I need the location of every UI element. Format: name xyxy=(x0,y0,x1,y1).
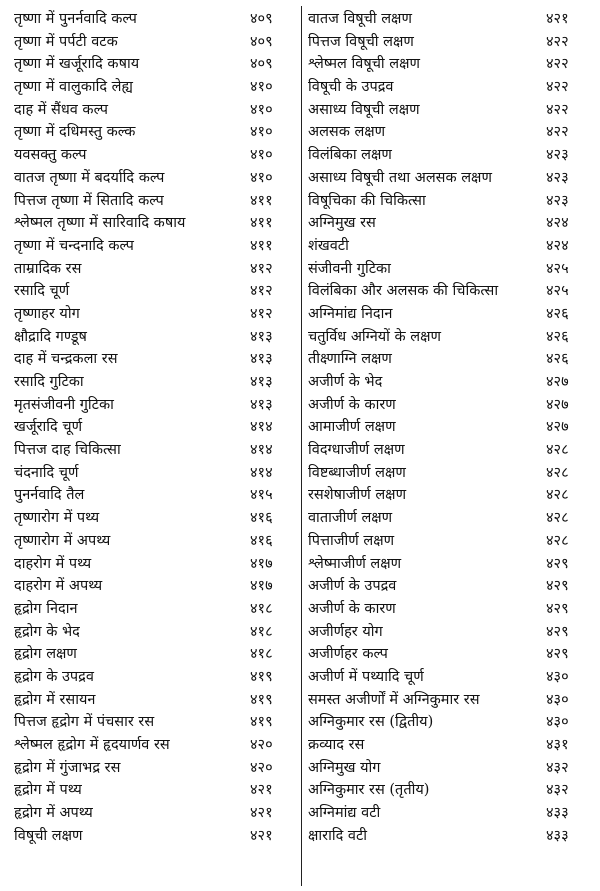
entry-page-number: ४१८ xyxy=(250,646,273,663)
index-entry xyxy=(308,53,590,76)
index-entry xyxy=(308,802,590,825)
index-entry xyxy=(308,621,590,644)
entry-title: अजीर्ण के भेद xyxy=(308,374,383,390)
entry-title: अग्निमांद्य वटी xyxy=(308,805,381,822)
index-entry xyxy=(308,99,590,122)
index-entry xyxy=(14,575,298,598)
index-entry xyxy=(308,530,590,553)
entry-title: क्षौद्रादि गण्डूष xyxy=(14,328,87,345)
index-entry xyxy=(308,371,590,394)
entry-title: आमाजीर्ण लक्षण xyxy=(308,419,396,436)
entry-page-number: ४२१ xyxy=(546,11,569,27)
entry-page-number: ४१० xyxy=(250,101,273,118)
entry-page-number: ४१८ xyxy=(250,623,273,640)
entry-page-number: ४१६ xyxy=(250,510,273,527)
entry-page-number: ४२८ xyxy=(546,510,569,527)
entry-page-number: ४२५ xyxy=(546,283,569,300)
index-entry xyxy=(308,235,590,258)
entry-page-number: ४२३ xyxy=(546,192,569,209)
entry-title: चतुर्विध अग्नियों के लक्षण xyxy=(308,328,442,345)
entry-title: तीक्ष्णाग्नि लक्षण xyxy=(308,351,392,368)
entry-title: असाध्य विषूची लक्षण xyxy=(308,101,420,118)
index-entry xyxy=(308,167,590,190)
entry-page-number: ४१६ xyxy=(250,532,273,549)
entry-title: विष्टब्धाजीर्ण लक्षण xyxy=(308,464,406,481)
entry-title: समस्त अजीर्णों में अग्निकुमार रस xyxy=(308,691,480,708)
entry-title: क्रव्याद रस xyxy=(308,737,365,753)
entry-title: अग्निमांद्य निदान xyxy=(308,305,393,322)
entry-title: अग्निकुमार रस (द्वितीय) xyxy=(308,714,434,731)
index-entry xyxy=(308,553,590,576)
entry-page-number: ४२२ xyxy=(546,79,569,96)
entry-page-number: ४१७ xyxy=(250,578,273,595)
entry-page-number: ४०९ xyxy=(250,11,273,27)
entry-title: अजीर्ण के उपद्रव xyxy=(308,578,397,595)
entry-title: हृद्रोग निदान xyxy=(14,600,78,617)
index-entry xyxy=(308,8,590,31)
entry-page-number: ४२७ xyxy=(546,419,569,436)
entry-page-number: ४१९ xyxy=(250,691,273,708)
index-entry xyxy=(14,371,298,394)
entry-title: तृष्णा में पुनर्नवादि कल्प xyxy=(14,11,137,27)
entry-title: तृष्णा में दधिमस्तु कल्क xyxy=(14,124,136,141)
index-entry xyxy=(14,121,298,144)
entry-title: चंदनादि चूर्ण xyxy=(14,464,79,481)
entry-page-number: ४१३ xyxy=(250,351,273,368)
entry-page-number: ४२२ xyxy=(546,33,569,50)
entry-title: दाहरोग में अपथ्य xyxy=(14,578,103,595)
entry-title: असाध्य विषूची तथा अलसक लक्षण xyxy=(308,169,492,186)
entry-title: तृष्णा में पर्पटी वटक xyxy=(14,33,118,50)
index-entry xyxy=(14,734,298,757)
index-entry xyxy=(14,530,298,553)
index-entry xyxy=(308,280,590,303)
index-entry xyxy=(14,303,298,326)
index-entry xyxy=(14,258,298,281)
entry-page-number: ४२७ xyxy=(546,374,569,390)
index-entry xyxy=(14,462,298,485)
index-entry xyxy=(14,99,298,122)
entry-title: शंखवटी xyxy=(308,237,349,254)
entry-page-number: ४१७ xyxy=(250,555,273,572)
entry-page-number: ४१९ xyxy=(250,714,273,731)
index-entry xyxy=(14,484,298,507)
index-entry xyxy=(14,507,298,530)
entry-title: क्षारादि वटी xyxy=(308,827,368,844)
entry-page-number: ४११ xyxy=(250,215,273,232)
entry-page-number: ४२४ xyxy=(546,215,569,232)
entry-page-number: ४०९ xyxy=(250,33,273,50)
entry-page-number: ४३२ xyxy=(546,759,569,776)
index-entry xyxy=(14,235,298,258)
entry-title: हृद्रोग में पथ्य xyxy=(14,782,82,799)
entry-title: तृष्णाहर योग xyxy=(14,305,80,322)
entry-page-number: ४२५ xyxy=(546,260,569,277)
index-entry xyxy=(14,212,298,235)
entry-page-number: ४२४ xyxy=(546,237,569,254)
entry-title: दाहरोग में पथ्य xyxy=(14,555,92,572)
entry-page-number: ४२२ xyxy=(546,101,569,118)
entry-title: वाताजीर्ण लक्षण xyxy=(308,510,393,527)
entry-title: तृष्णा में खर्जूरादि कषाय xyxy=(14,56,140,73)
entry-title: विषूची लक्षण xyxy=(14,827,83,844)
entry-title: पित्ताजीर्ण लक्षण xyxy=(308,532,395,549)
index-entry xyxy=(308,507,590,530)
entry-title: वातज तृष्णा में बदर्यादि कल्प xyxy=(14,169,165,186)
index-entry xyxy=(308,598,590,621)
index-entry xyxy=(308,258,590,281)
index-entry xyxy=(308,76,590,99)
index-entry xyxy=(308,462,590,485)
entry-page-number: ४३० xyxy=(546,691,569,708)
column-divider xyxy=(301,6,302,886)
entry-page-number: ४१३ xyxy=(250,374,273,390)
entry-page-number: ४१० xyxy=(250,169,273,186)
entry-title: अजीर्ण के कारण xyxy=(308,600,396,617)
index-entry xyxy=(14,167,298,190)
entry-page-number: ४२६ xyxy=(546,328,569,345)
index-entry xyxy=(308,144,590,167)
entry-page-number: ४११ xyxy=(250,192,273,209)
entry-page-number: ४२१ xyxy=(250,782,273,799)
entry-page-number: ४०९ xyxy=(250,56,273,73)
index-entry xyxy=(308,689,590,712)
index-entry xyxy=(14,416,298,439)
index-entry xyxy=(14,598,298,621)
entry-page-number: ४१२ xyxy=(250,283,273,300)
entry-title: मृतसंजीवनी गुटिका xyxy=(14,396,114,413)
index-entry xyxy=(308,734,590,757)
entry-page-number: ४१४ xyxy=(250,442,273,459)
index-entry xyxy=(14,76,298,99)
index-entry xyxy=(308,212,590,235)
index-entry xyxy=(14,621,298,644)
entry-title: यवसक्तु कल्प xyxy=(14,147,87,164)
index-entry xyxy=(14,326,298,349)
entry-title: तृष्णा में चन्दनादि कल्प xyxy=(14,237,134,254)
entry-title: ताम्रादिक रस xyxy=(14,260,82,277)
entry-page-number: ४१२ xyxy=(250,305,273,322)
index-entry xyxy=(308,348,590,371)
entry-page-number: ४११ xyxy=(250,237,273,254)
entry-page-number: ४२० xyxy=(250,737,273,753)
entry-page-number: ४३१ xyxy=(546,737,569,753)
entry-title: पित्तज दाह चिकित्सा xyxy=(14,442,121,459)
index-entry xyxy=(308,779,590,802)
index-entry xyxy=(14,31,298,54)
entry-page-number: ४३० xyxy=(546,714,569,731)
index-entry xyxy=(308,303,590,326)
entry-title: हृद्रोग में गुंजाभद्र रस xyxy=(14,759,121,776)
entry-page-number: ४३० xyxy=(546,668,569,685)
entry-title: पित्तज हृद्रोग में पंचसार रस xyxy=(14,714,155,731)
entry-page-number: ४२० xyxy=(250,759,273,776)
entry-title: पुनर्नवादि तैल xyxy=(14,487,85,504)
entry-page-number: ४२२ xyxy=(546,124,569,141)
index-entry xyxy=(308,190,590,213)
index-entry xyxy=(308,439,590,462)
entry-page-number: ४२९ xyxy=(546,623,569,640)
entry-title: विषूचिका की चिकित्सा xyxy=(308,192,426,209)
entry-title: अलसक लक्षण xyxy=(308,124,386,141)
entry-page-number: ४१५ xyxy=(250,487,273,504)
index-column-left xyxy=(14,8,298,847)
entry-page-number: ४२३ xyxy=(546,147,569,164)
index-entry xyxy=(308,484,590,507)
entry-page-number: ४२३ xyxy=(546,169,569,186)
index-entry xyxy=(14,825,298,848)
index-entry xyxy=(308,326,590,349)
index-entry xyxy=(14,711,298,734)
entry-title: रसादि गुटिका xyxy=(14,374,84,390)
entry-page-number: ४२८ xyxy=(546,487,569,504)
entry-title: हृद्रोग के भेद xyxy=(14,623,80,640)
entry-title: तृष्णारोग में पथ्य xyxy=(14,510,100,527)
entry-title: अग्निमुख योग xyxy=(308,759,381,776)
entry-page-number: ४२९ xyxy=(546,600,569,617)
entry-page-number: ४१२ xyxy=(250,260,273,277)
index-entry xyxy=(14,280,298,303)
index-entry xyxy=(14,779,298,802)
entry-page-number: ४३२ xyxy=(546,782,569,799)
entry-title: रसादि चूर्ण xyxy=(14,283,70,300)
entry-page-number: ४२७ xyxy=(546,396,569,413)
entry-page-number: ४१० xyxy=(250,147,273,164)
index-entry xyxy=(308,825,590,848)
entry-page-number: ४३३ xyxy=(546,827,569,844)
entry-title: हृद्रोग लक्षण xyxy=(14,646,77,663)
entry-title: संजीवनी गुटिका xyxy=(308,260,391,277)
entry-page-number: ४२१ xyxy=(250,827,273,844)
entry-page-number: ४१० xyxy=(250,79,273,96)
index-entry xyxy=(14,802,298,825)
index-entry xyxy=(14,643,298,666)
index-entry xyxy=(308,416,590,439)
entry-title: पित्तज तृष्णा में सितादि कल्प xyxy=(14,192,164,209)
entry-title: अग्निमुख रस xyxy=(308,215,376,232)
entry-page-number: ४१४ xyxy=(250,419,273,436)
entry-title: अजीर्ण में पथ्यादि चूर्ण xyxy=(308,668,424,685)
entry-title: अजीर्ण के कारण xyxy=(308,396,396,413)
entry-title: वातज विषूची लक्षण xyxy=(308,11,412,27)
entry-title: श्लेष्मल तृष्णा में सारिवादि कषाय xyxy=(14,215,186,232)
entry-title: विदग्धाजीर्ण लक्षण xyxy=(308,442,405,459)
entry-title: विषूची के उपद्रव xyxy=(308,79,394,96)
entry-page-number: ४१३ xyxy=(250,328,273,345)
entry-page-number: ४१३ xyxy=(250,396,273,413)
entry-page-number: ४३३ xyxy=(546,805,569,822)
entry-page-number: ४२८ xyxy=(546,464,569,481)
entry-page-number: ४१४ xyxy=(250,464,273,481)
entry-page-number: ४२६ xyxy=(546,305,569,322)
entry-title: रसशेषाजीर्ण लक्षण xyxy=(308,487,407,504)
entry-title: विलंबिका लक्षण xyxy=(308,147,392,164)
entry-title: तृष्णारोग में अपथ्य xyxy=(14,532,111,549)
index-entry xyxy=(308,757,590,780)
index-entry xyxy=(14,190,298,213)
entry-title: अग्निकुमार रस (तृतीय) xyxy=(308,782,430,799)
entry-title: हृद्रोग में रसायन xyxy=(14,691,96,708)
entry-title: दाह में सैंधव कल्प xyxy=(14,101,109,118)
entry-page-number: ४१० xyxy=(250,124,273,141)
index-entry xyxy=(308,575,590,598)
index-entry xyxy=(14,553,298,576)
entry-page-number: ४२२ xyxy=(546,56,569,73)
index-entry xyxy=(14,394,298,417)
index-entry xyxy=(308,711,590,734)
index-entry xyxy=(14,757,298,780)
index-entry xyxy=(14,689,298,712)
entry-title: विलंबिका और अलसक की चिकित्सा xyxy=(308,283,499,300)
index-entry xyxy=(308,643,590,666)
entry-page-number: ४१९ xyxy=(250,668,273,685)
entry-title: श्लेष्माजीर्ण लक्षण xyxy=(308,555,402,572)
index-entry xyxy=(308,31,590,54)
entry-title: श्लेष्मल हृद्रोग में हृदयार्णव रस xyxy=(14,737,170,753)
entry-page-number: ४२९ xyxy=(546,555,569,572)
entry-page-number: ४२९ xyxy=(546,578,569,595)
index-entry xyxy=(14,439,298,462)
index-entry xyxy=(308,394,590,417)
index-entry xyxy=(14,53,298,76)
index-entry xyxy=(14,348,298,371)
entry-title: अजीर्णहर कल्प xyxy=(308,646,388,663)
entry-title: पित्तज विषूची लक्षण xyxy=(308,33,414,50)
entry-title: दाह में चन्द्रकला रस xyxy=(14,351,118,368)
entry-page-number: ४२९ xyxy=(546,646,569,663)
index-entry xyxy=(14,8,298,31)
index-column-right xyxy=(308,8,590,847)
index-entry xyxy=(308,121,590,144)
entry-page-number: ४२८ xyxy=(546,442,569,459)
index-entry xyxy=(14,144,298,167)
entry-page-number: ४२८ xyxy=(546,532,569,549)
entry-page-number: ४१८ xyxy=(250,600,273,617)
entry-title: हृद्रोग में अपथ्य xyxy=(14,805,93,822)
entry-page-number: ४२१ xyxy=(250,805,273,822)
index-entry xyxy=(308,666,590,689)
entry-title: अजीर्णहर योग xyxy=(308,623,383,640)
entry-title: श्लेष्मल विषूची लक्षण xyxy=(308,56,420,73)
entry-title: खर्जूरादि चूर्ण xyxy=(14,419,83,436)
entry-title: हृद्रोग के उपद्रव xyxy=(14,668,94,685)
index-entry xyxy=(14,666,298,689)
entry-title: तृष्णा में वालुकादि लेह्य xyxy=(14,79,133,96)
entry-page-number: ४२६ xyxy=(546,351,569,368)
